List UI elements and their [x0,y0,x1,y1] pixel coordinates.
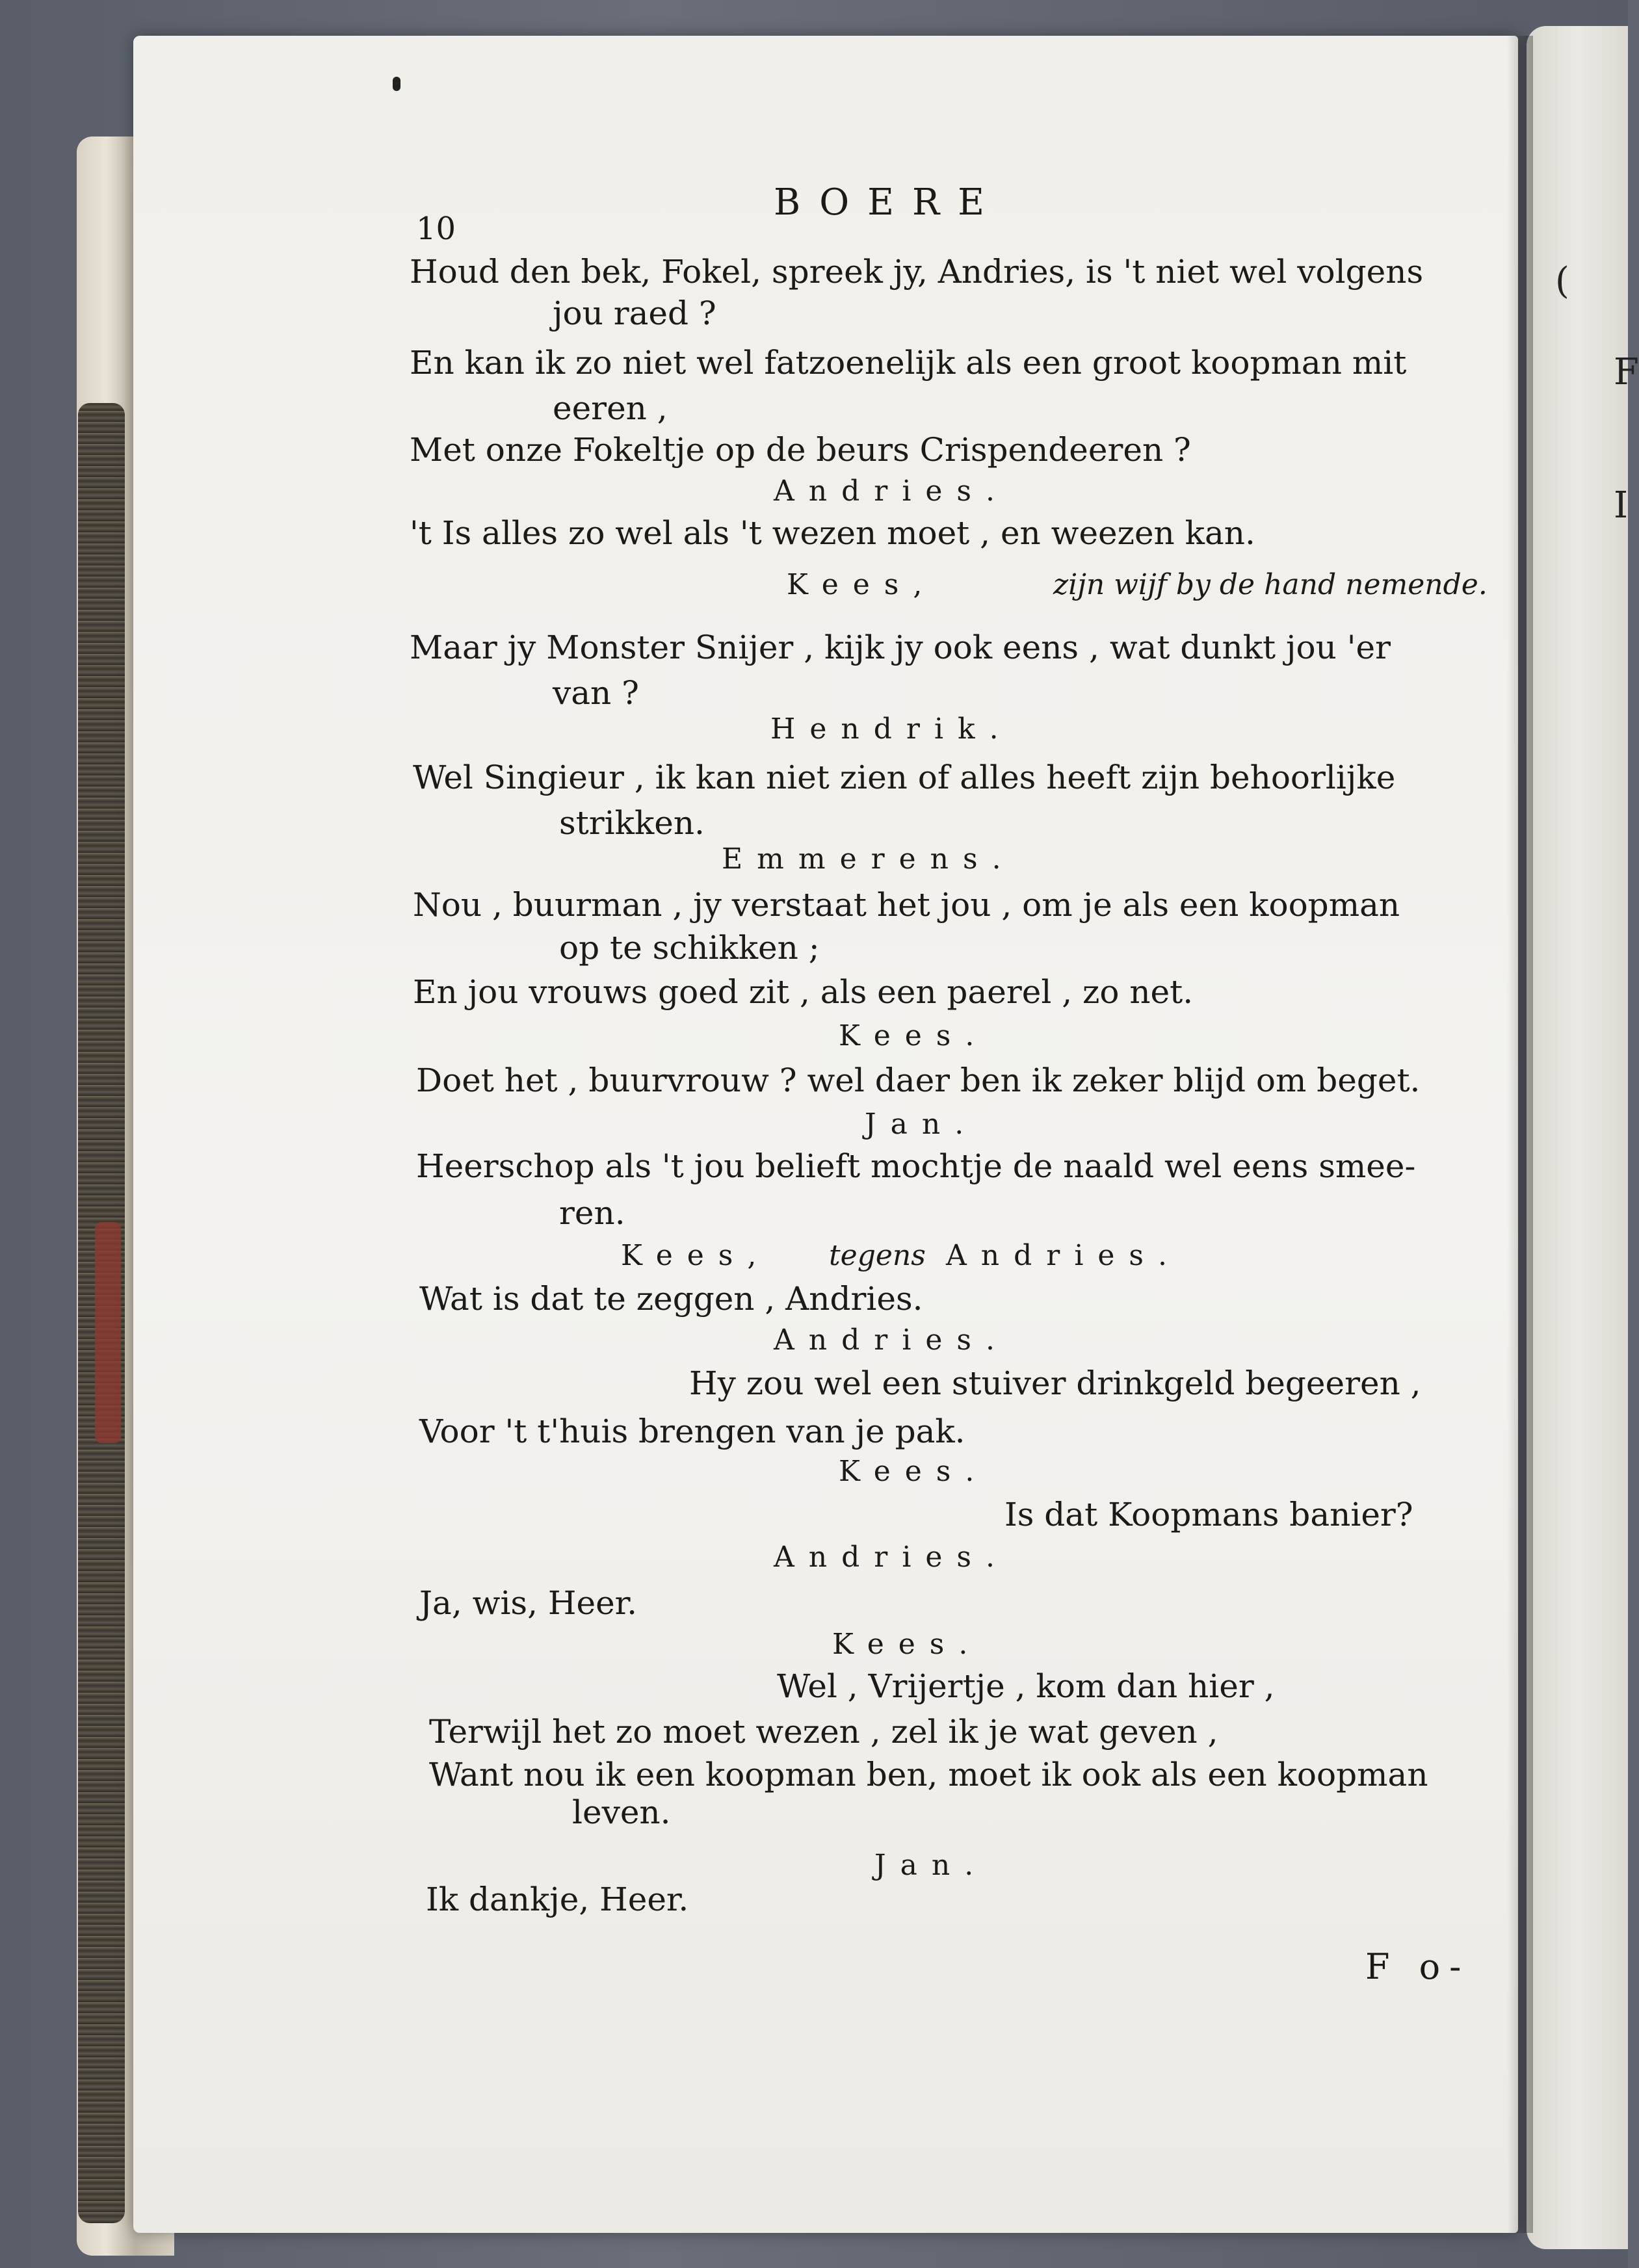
text-line: 't Is alles zo wel als 't wezen moet , en weezen kan. [410,514,1255,552]
text-line: leven. [572,1793,671,1831]
text-line: En jou vrouws goed zit , als een paerel , zo net. [413,973,1194,1011]
speaker-name: Kees, [621,1239,771,1272]
text-line: Heerschop als 't jou belieft mochtje de naald wel eens smee- [416,1147,1416,1185]
text-line: Want nou ik een koopman ben, moet ik ook als een koopman [429,1756,1428,1793]
speaker-name: Andries. [774,475,1009,508]
speaker-name: Hendrik. [770,712,1013,746]
speaker-name: Kees. [839,1455,989,1488]
text-line: Ik dankje, Heer. [426,1881,689,1918]
speaker-name: Emmerens. [722,842,1016,876]
stage-direction: tegens [829,1239,926,1272]
speaker-name: Andries. [946,1239,1181,1272]
text-line: Terwijl het zo moet wezen , zel ik je wat geven , [429,1713,1218,1751]
speaker-name: Kees. [839,1019,989,1052]
facing-page-fragment: F [1614,351,1639,393]
text-line: Wat is dat te zeggen , Andries. [419,1280,923,1318]
text-line: eeren , [553,389,668,427]
text-line: op te schikken ; [559,929,820,967]
text-line: Doet het , buurvrouw ? wel daer ben ik zeker blijd om beget. [416,1062,1421,1099]
running-head: BOERE [774,181,1003,224]
page-gutter-shadow [1507,36,1533,2233]
speaker-name: Jan. [865,1108,978,1141]
text-line: van ? [553,674,639,712]
facing-page-fragment: ( [1555,260,1569,302]
text-line: Voor 't t'huis brengen van je pak. [419,1413,965,1450]
stage-direction: zijn wijf by de hand nemende. [1053,568,1488,601]
text-line: Met onze Fokeltje op de beurs Crispendeeren ? [410,431,1191,469]
text-line: Ja, wis, Heer. [419,1584,637,1622]
catchword: F o- [1365,1946,1471,1987]
text-line: strikken. [559,804,705,842]
text-line: ren. [559,1194,625,1232]
speaker-name: Andries. [774,1541,1009,1574]
text-line: Wel Singieur , ik kan niet zien of alles heeft zijn behoorlijke [413,759,1396,796]
facing-page [1527,26,1628,2249]
facing-page-fragment: I [1614,484,1629,527]
text-line: Wel , Vrijertje , kom dan hier , [777,1667,1275,1705]
text-line: Is dat Koopmans banier? [1004,1496,1413,1533]
text-line: En kan ik zo niet wel fatzoenelijk als een groot koopman mit [410,344,1407,382]
speaker-name: Kees. [832,1628,982,1661]
text-line: Houd den bek, Fokel, spreek jy, Andries, is 't niet wel volgens [410,253,1424,291]
speaker-name: Kees, [787,568,937,601]
binding-red-patch [95,1222,121,1443]
ink-mark [393,77,400,91]
text-line: Nou , buurman , jy verstaat het jou , om je als een koopman [413,886,1400,924]
page-number: 10 [416,211,456,247]
text-line: jou raed ? [553,294,716,332]
text-line: Hy zou wel een stuiver drinkgeld begeeren , [689,1364,1421,1402]
speaker-name: Andries. [774,1323,1009,1357]
text-line: Maar jy Monster Snijer , kijk jy ook eens , wat dunkt jou 'er [410,629,1391,666]
speaker-name: Jan. [874,1849,988,1882]
